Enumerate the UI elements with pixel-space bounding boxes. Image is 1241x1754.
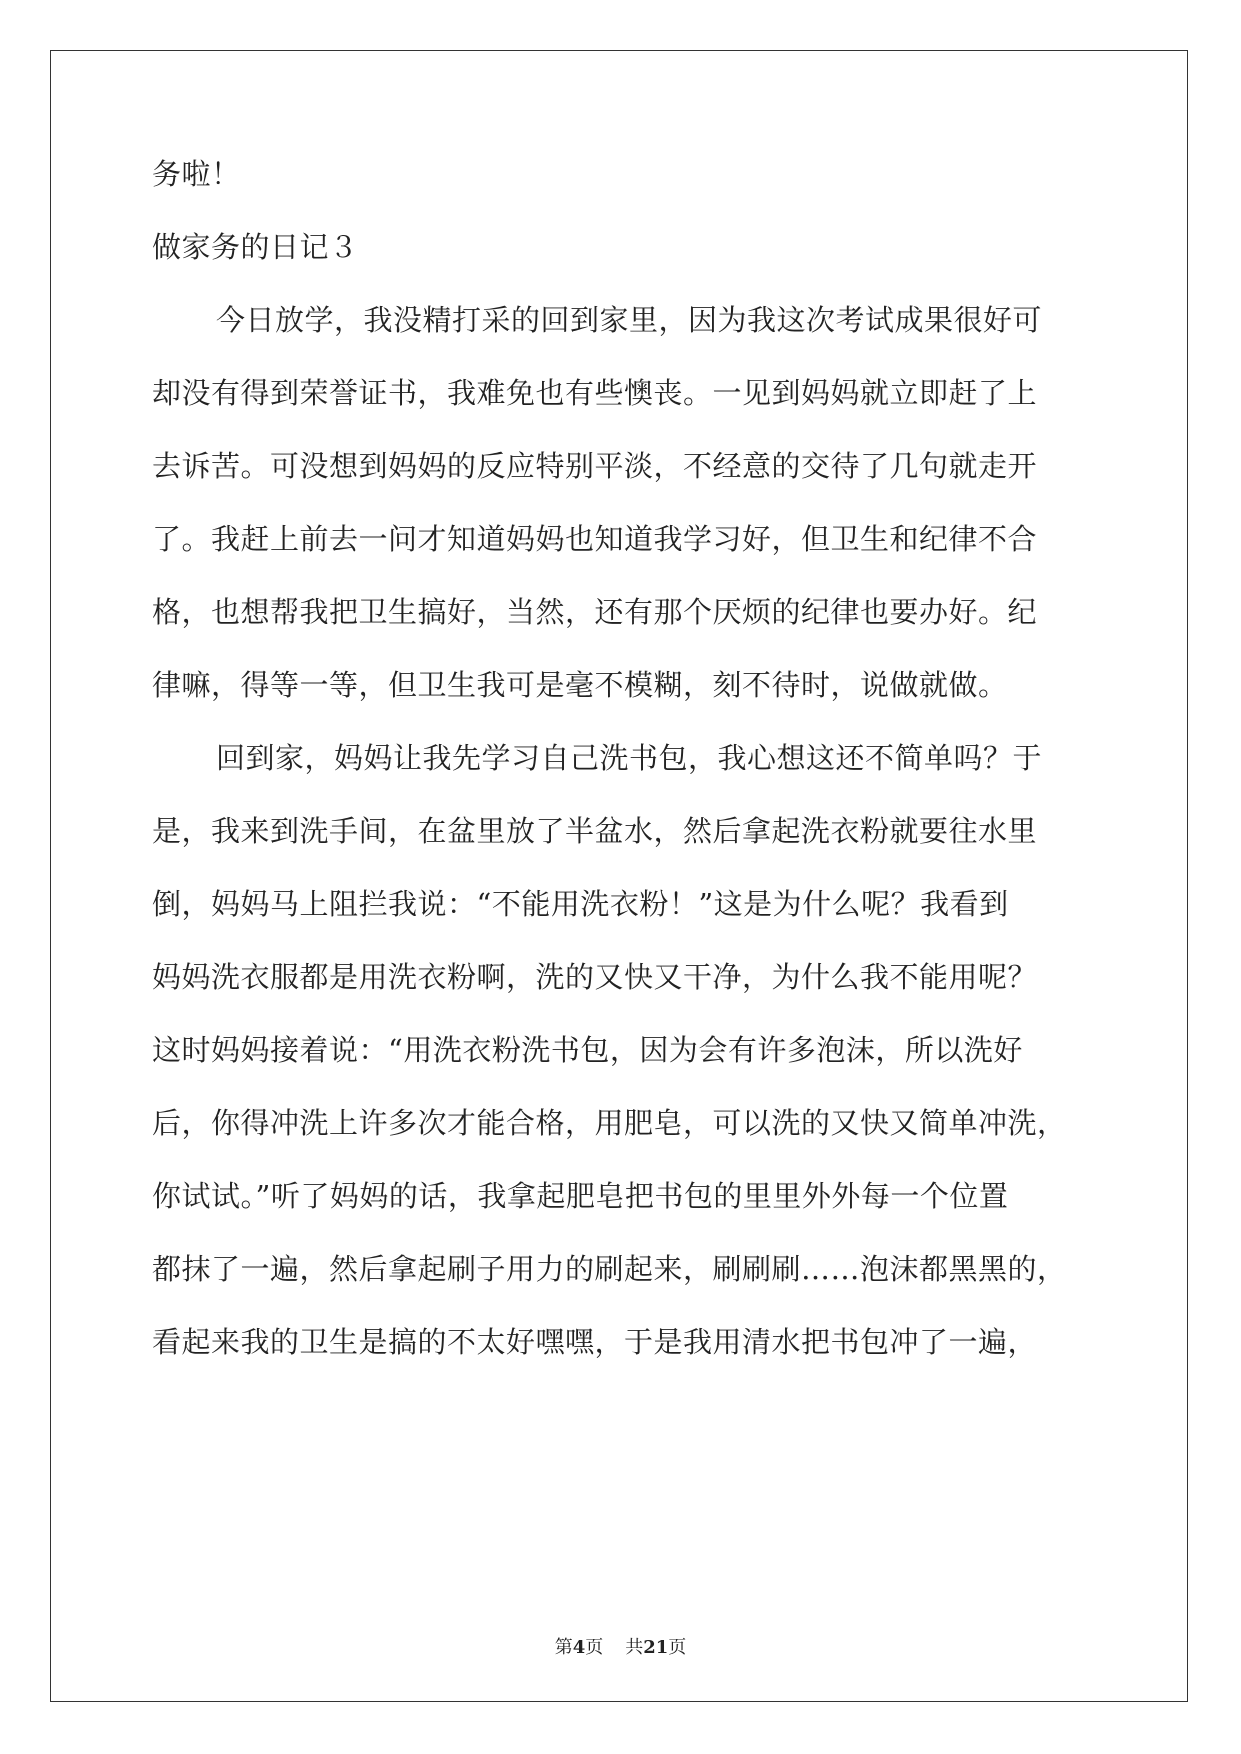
paragraph-1-line-1: 今日放学，我没精打采的回到家里，因为我这次考试成果很好可 — [216, 303, 1043, 337]
total-prefix: 共 — [625, 1637, 644, 1658]
paragraph-1-line-4: 了。我赶上前去一问才知道妈妈也知道我学习好，但卫生和纪律不合 — [152, 522, 1038, 556]
page-current: 4 — [572, 1637, 586, 1658]
paragraph-2-line-7: 你试试。”听了妈妈的话，我拿起肥皂把书包的里里外外每一个位置 — [152, 1179, 1009, 1213]
paragraph-2-line-4: 妈妈洗衣服都是用洗衣粉啊，洗的又快又干净，为什么我不能用呢？ — [152, 960, 1038, 994]
paragraph-2-line-2: 是，我来到洗手间，在盆里放了半盆水，然后拿起洗衣粉就要往水里 — [152, 814, 1038, 848]
paragraph-1-line-6: 律嘛，得等一等，但卫生我可是毫不模糊，刻不待时，说做就做。 — [152, 668, 1008, 702]
paragraph-2-line-1: 回到家，妈妈让我先学习自己洗书包，我心想这还不简单吗？于 — [216, 741, 1043, 775]
paragraph-2-line-9: 看起来我的卫生是搞的不太好嘿嘿，于是我用清水把书包冲了一遍， — [152, 1325, 1038, 1359]
paragraph-2-line-8: 都抹了一遍，然后拿起刷子用力的刷起来，刷刷刷……泡沫都黑黑的， — [152, 1252, 1067, 1286]
page-prefix: 第 — [554, 1637, 573, 1658]
paragraph-1-line-5: 格，也想帮我把卫生搞好，当然，还有那个厌烦的纪律也要办好。纪 — [152, 595, 1038, 629]
page-unit: 页 — [585, 1637, 604, 1658]
paragraph-2-line-6: 后，你得冲洗上许多次才能合格，用肥皂，可以洗的又快又简单冲洗， — [152, 1106, 1067, 1140]
paragraph-2-line-3: 倒，妈妈马上阻拦我说：“不能用洗衣粉！”这是为什么呢？我看到 — [152, 887, 1009, 921]
page-footer — [0, 1636, 1241, 1660]
paragraph-1-line-3: 去诉苦。可没想到妈妈的反应特别平淡，不经意的交待了几句就走开 — [152, 449, 1038, 483]
total-unit: 页 — [668, 1637, 687, 1658]
paragraph-2-line-5: 这时妈妈接着说：“用洗衣粉洗书包，因为会有许多泡沫，所以洗好 — [152, 1033, 1023, 1067]
section-title: 做家务的日记３ — [152, 230, 359, 264]
text-line-1: 务啦！ — [152, 157, 241, 191]
paragraph-1-line-2: 却没有得到荣誉证书，我难免也有些懊丧。一见到妈妈就立即赶了上 — [152, 376, 1038, 410]
page-total: 21 — [643, 1637, 669, 1658]
page-border — [50, 50, 1188, 1702]
